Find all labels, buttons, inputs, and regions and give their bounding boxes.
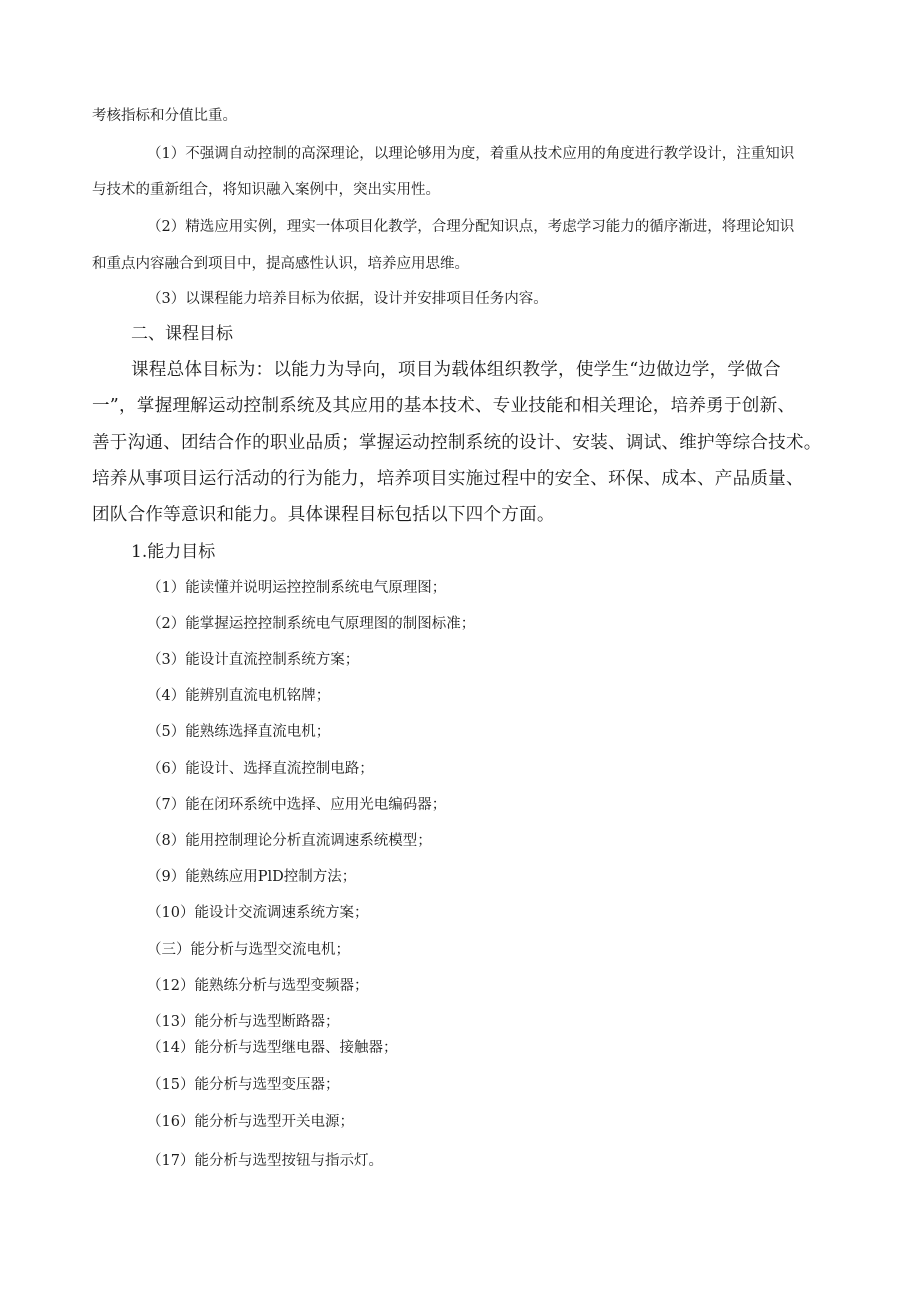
design-point-1-line-1: （1）不强调自动控制的高深理论，以理论够用为度，着重从技术应用的角度进行教学设计，注重知识 [147, 146, 795, 162]
ability-item-5: （5）能熟练选择直流电机； [147, 724, 331, 740]
ability-item-16: （16）能分析与选型开关电源； [147, 1114, 354, 1130]
overall-goal-line-2: 一”，掌握理解运动控制系统及其应用的基本技术、专业技能和相关理论，培养勇于创新、 [92, 396, 796, 416]
ability-item-6: （6）能设计、选择直流控制电路； [147, 761, 374, 777]
design-point-3-line-1: （3）以课程能力培养目标为依据，设计并安排项目任务内容。 [147, 291, 548, 307]
overall-goal-line-3: 善于沟通、团结合作的职业品质；掌握运动控制系统的设计、安装、调试、维护等综合技术。 [92, 433, 822, 453]
ability-item-12: （12）能熟练分析与选型变频器； [147, 978, 369, 994]
subsection-title: 1.能力目标 [131, 542, 216, 562]
ability-item-1: （1）能读懂并说明运控控制系统电气原理图； [147, 580, 447, 596]
ability-item-8: （8）能用控制理论分析直流调速系统模型； [147, 833, 432, 849]
section-title: 二、课程目标 [131, 324, 233, 344]
ability-item-17: （17）能分析与选型按钮与指示灯。 [147, 1153, 383, 1169]
design-point-2-line-2: 和重点内容融合到项目中，提高感性认识，培养应用思维。 [92, 256, 469, 272]
ability-item-15: （15）能分析与选型变压器； [147, 1077, 340, 1093]
overall-goal-line-5: 团队合作等意识和能力。具体课程目标包括以下四个方面。 [92, 505, 555, 525]
ability-item-4: （4）能辨别直流电机铭牌； [147, 688, 331, 704]
ability-item-13: （13）能分析与选型断路器； [147, 1014, 340, 1030]
overall-goal-line-4: 培养从事项目运行活动的行为能力，培养项目实施过程中的安全、环保、成本、产品质量、 [92, 469, 804, 489]
ability-item-3: （3）能设计直流控制系统方案； [147, 652, 360, 668]
ability-item-11: （三）能分析与选型交流电机； [147, 942, 350, 958]
design-point-2-line-1: （2）精选应用实例，理实一体项目化教学，合理分配知识点，考虑学习能力的循序渐进，将理论知识 [147, 219, 795, 235]
ability-item-7: （7）能在闭环系统中选择、应用光电编码器； [147, 797, 447, 813]
ability-item-9: （9）能熟练应用PlD控制方法； [147, 869, 357, 885]
design-point-1-line-2: 与技术的重新组合，将知识融入案例中，突出实用性。 [92, 182, 440, 198]
overall-goal-line-1: 课程总体目标为：以能力为导向，项目为载体组织教学，使学生“边做边学，学做合 [131, 360, 781, 380]
ability-item-2: （2）能掌握运控控制系统电气原理图的制图标准； [147, 616, 476, 632]
ability-item-14: （14）能分析与选型继电器、接触器； [147, 1040, 398, 1056]
intro-tail-text: 考核指标和分值比重。 [92, 108, 237, 124]
ability-item-10: （10）能设计交流调速系统方案； [147, 905, 369, 921]
